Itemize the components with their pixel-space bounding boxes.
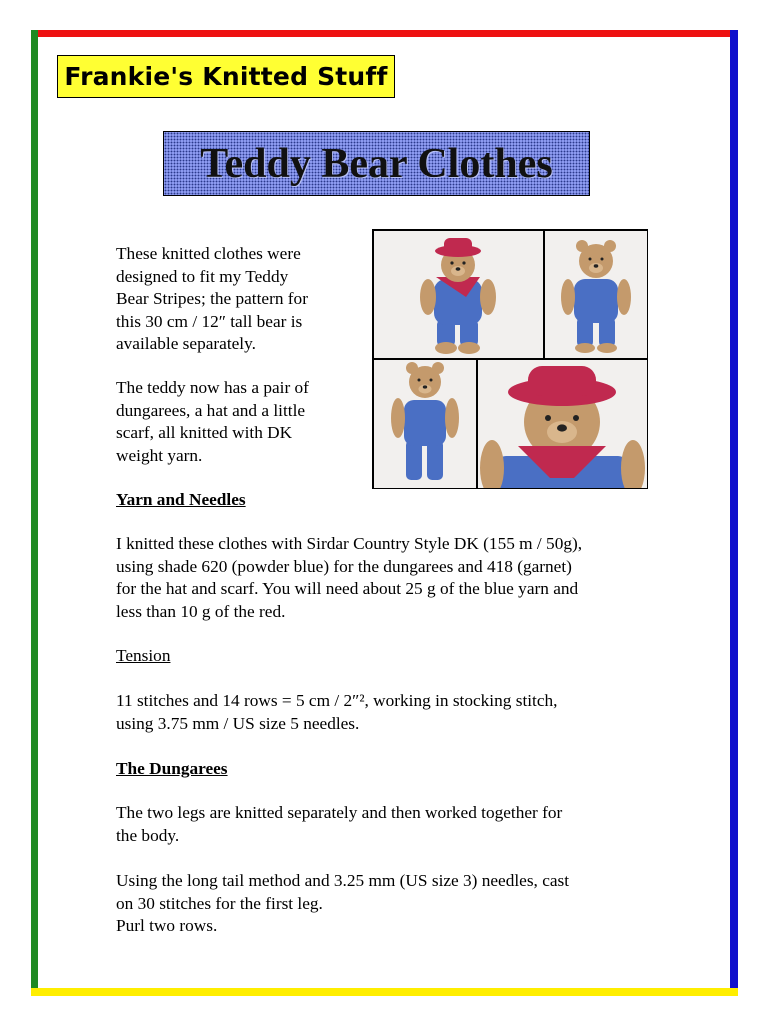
intro-paragraph-2 bbox=[116, 377, 309, 467]
dungarees-p2-line: on 30 stitches for the first leg. bbox=[116, 893, 323, 913]
bear-with-hat-and-scarf-sitting-photo bbox=[374, 231, 543, 358]
page-title: Teddy Bear Clothes bbox=[200, 140, 553, 187]
yarn-line: I knitted these clothes with Sirdar Country Style DK (155 m / 50g), bbox=[116, 534, 583, 553]
dungarees-p1-line: The two legs are knitted separately and then worked together for bbox=[116, 803, 563, 822]
intro-p2-line: scarf, all knitted with DK bbox=[116, 423, 293, 442]
intro-p1-line: These knitted clothes were bbox=[116, 244, 301, 263]
title-banner bbox=[163, 131, 590, 196]
bear-hat-scarf-closeup-photo bbox=[478, 360, 647, 488]
intro-p1-line: Bear Stripes; the pattern for bbox=[116, 289, 308, 308]
bear-in-dungarees-front-photo bbox=[545, 231, 647, 358]
intro-p2-line: dungarees, a hat and a little bbox=[116, 400, 306, 420]
yarn-line: using shade 620 (powder blue) for the dungarees and 418 (garnet) bbox=[116, 556, 572, 576]
brand-banner bbox=[57, 55, 395, 98]
dungarees-p1-line: the body. bbox=[116, 825, 180, 845]
border-bottom-yellow bbox=[31, 988, 738, 996]
dungarees-heading: The Dungarees bbox=[116, 759, 228, 778]
dungarees-paragraph-1 bbox=[116, 802, 562, 847]
yarn-paragraph bbox=[116, 533, 582, 623]
tension-paragraph bbox=[116, 690, 557, 735]
dungarees-paragraph-2 bbox=[116, 870, 569, 938]
brand-name: Frankie's Knitted Stuff bbox=[64, 62, 388, 91]
intro-p1-line: this 30 cm / 12″ tall bear is bbox=[116, 311, 303, 331]
intro-p2-line: The teddy now has a pair of bbox=[116, 378, 309, 397]
border-left-green bbox=[31, 30, 38, 996]
tension-heading: Tension bbox=[116, 646, 171, 665]
border-right-blue bbox=[730, 30, 738, 996]
dungarees-p2-line: Purl two rows. bbox=[116, 916, 218, 935]
intro-paragraph-1 bbox=[116, 243, 308, 356]
photo-grid bbox=[372, 229, 648, 489]
dungarees-p2-line: Using the long tail method and 3.25 mm (US size 3) needles, cast bbox=[116, 871, 570, 890]
intro-p2-line: weight yarn. bbox=[116, 445, 203, 465]
yarn-heading: Yarn and Needles bbox=[116, 490, 246, 509]
bear-in-dungarees-standing-photo bbox=[374, 360, 476, 488]
border-top-red bbox=[31, 30, 738, 37]
tension-line: using 3.75 mm / US size 5 needles. bbox=[116, 713, 360, 733]
yarn-line: less than 10 g of the red. bbox=[116, 601, 286, 621]
intro-p1-line: available separately. bbox=[116, 334, 256, 353]
yarn-line: for the hat and scarf. You will need about 25 g of the blue yarn and bbox=[116, 579, 579, 598]
tension-line: 11 stitches and 14 rows = 5 cm / 2″², working in stocking stitch, bbox=[116, 691, 558, 710]
intro-p1-line: designed to fit my Teddy bbox=[116, 266, 289, 286]
